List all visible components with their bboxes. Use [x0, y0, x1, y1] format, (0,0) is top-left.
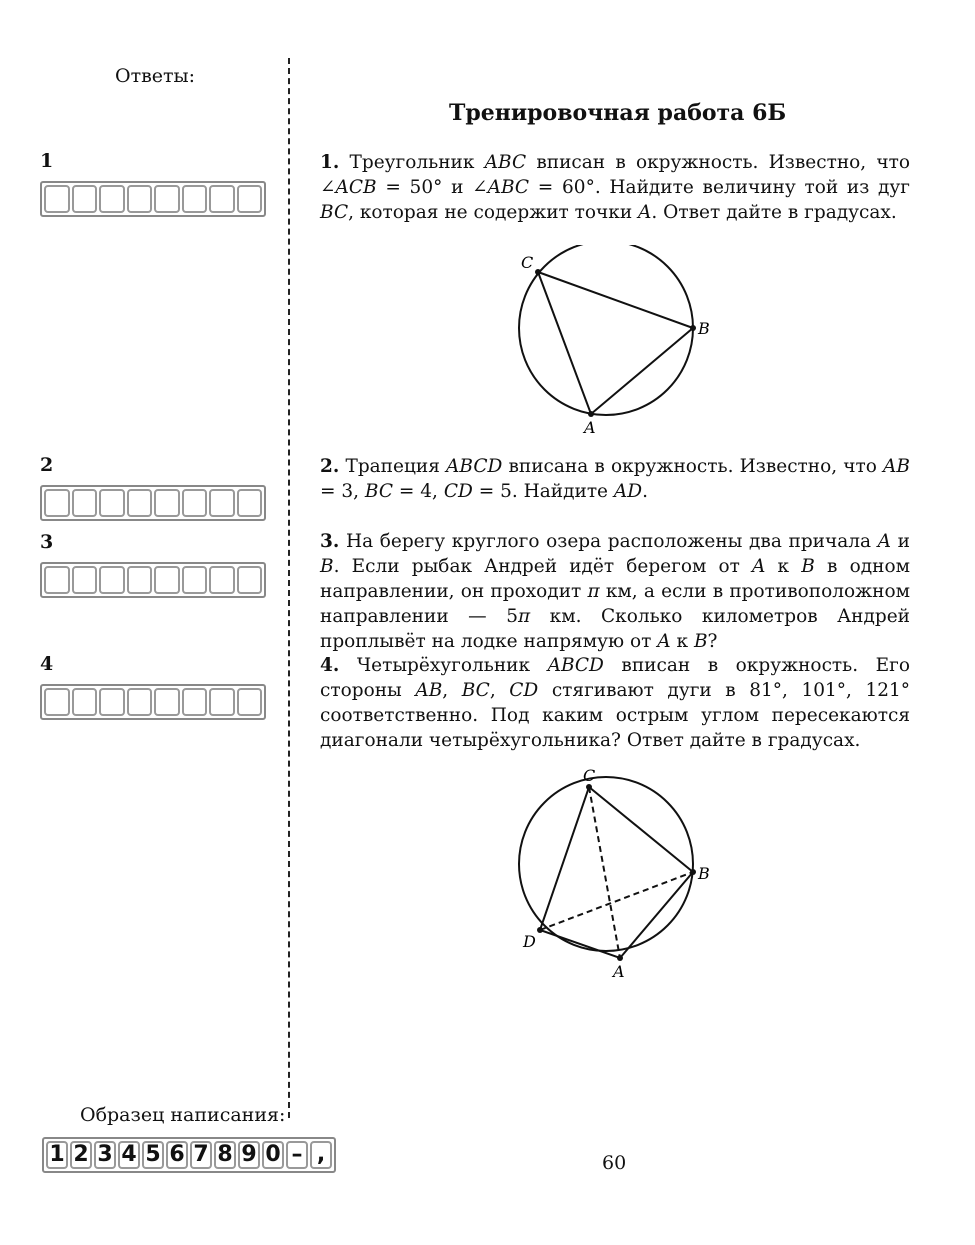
sample-char: 0: [262, 1141, 284, 1169]
task-text: , которая не содержит точки: [348, 202, 639, 223]
task-text: = 60°. Найдите величину той из дуг: [529, 177, 910, 198]
math-var: A: [657, 631, 671, 652]
task-text: км. Сколько километров Андрей проплывёт на лодке напрямую от: [320, 606, 911, 652]
task-text: вписан в окружность. Его стороны: [320, 655, 910, 701]
task-text: и: [891, 531, 910, 552]
task-text: вписана в окружность. Известно, что: [502, 456, 884, 477]
task-text: ,: [489, 680, 510, 701]
math-var: BC: [320, 202, 349, 223]
sample-char: 5: [142, 1141, 164, 1169]
task-2: [320, 454, 910, 504]
task-text: . Ответ дайте в градусах.: [651, 202, 897, 223]
work-title: Тренировочная работа 6Б: [449, 100, 787, 126]
sample-char: 6: [166, 1141, 188, 1169]
label-a: A: [584, 418, 596, 437]
answer-field-2[interactable]: [40, 485, 266, 521]
math-var: BC: [364, 481, 394, 502]
quadrilateral-abcd: [540, 787, 693, 958]
task-4: [320, 653, 910, 753]
answer-number-1: 1: [40, 150, 54, 172]
figure-2-quadrilateral-in-circle: [500, 765, 720, 985]
task-text: в одном направлении, он проходит: [320, 556, 910, 602]
point-a: [588, 411, 594, 417]
task-text: стягивают дуги в 81°, 101°, 121° соответственно. Под каким острым углом пересекаются диагонали четырёхугольника? Ответ дайте в градусах.: [320, 680, 911, 751]
task-text: . Если рыбак Андрей идёт берегом от: [333, 556, 753, 577]
column-divider: [288, 58, 290, 1118]
task-text: = 3,: [320, 481, 365, 502]
answer-field-1[interactable]: [40, 181, 266, 217]
math-var: ∠ABC: [472, 177, 530, 198]
circle: [519, 245, 693, 415]
point-c: [535, 269, 541, 275]
sample-char: ,: [310, 1141, 332, 1169]
diagonal-db: [540, 872, 693, 930]
math-var: B: [693, 631, 708, 652]
sample-char: 4: [118, 1141, 140, 1169]
point-d: [537, 927, 543, 933]
answer-number-3: 3: [40, 531, 54, 553]
page-number: 60: [602, 1152, 627, 1174]
task-text: = 5. Найдите: [472, 481, 614, 502]
task-text: Трапеция: [339, 456, 447, 477]
math-var: A: [638, 202, 652, 223]
task-text: ,: [442, 680, 462, 701]
answer-field-4[interactable]: [40, 684, 266, 720]
point-b: [690, 325, 696, 331]
sample-char: 8: [214, 1141, 236, 1169]
task-text: = 50° и: [376, 177, 473, 198]
sample-writing: [42, 1137, 336, 1173]
label-d: D: [523, 932, 536, 951]
diagonal-ca: [589, 787, 620, 958]
task-text: вписан в окружность. Известно, что: [526, 152, 911, 173]
sample-label: Образец написания:: [80, 1104, 286, 1126]
label-a: A: [613, 962, 625, 981]
math-var: ABCD: [446, 456, 503, 477]
math-var: A: [877, 531, 892, 552]
answer-number-4: 4: [40, 653, 54, 675]
task-number: 3.: [320, 531, 340, 552]
task-text: = 4,: [393, 481, 444, 502]
sample-char: 9: [238, 1141, 260, 1169]
task-number: 4.: [320, 655, 340, 676]
task-text: Треугольник: [339, 152, 485, 173]
math-var: B: [801, 556, 815, 577]
circle: [519, 777, 693, 951]
math-var: CD: [443, 481, 473, 502]
math-var: π: [517, 606, 531, 627]
point-b: [690, 869, 696, 875]
math-var: A: [752, 556, 766, 577]
math-var: AB: [415, 680, 443, 701]
task-text: На берегу круглого озера расположены два причала: [339, 531, 878, 552]
sample-char: 3: [94, 1141, 116, 1169]
task-text: км, а если в противоположном направлении — 5: [320, 581, 910, 627]
sample-char: –: [286, 1141, 308, 1169]
triangle-abc: [538, 272, 693, 414]
math-var: CD: [509, 680, 539, 701]
label-b: B: [698, 319, 710, 338]
math-var: BC: [461, 680, 490, 701]
label-c: C: [583, 766, 596, 785]
math-var: π: [587, 581, 600, 602]
task-text: к: [765, 556, 802, 577]
task-number: 1.: [320, 152, 340, 173]
math-var: B: [320, 556, 334, 577]
answer-number-2: 2: [40, 454, 54, 476]
task-text: Четырёхугольник: [339, 655, 548, 676]
sample-char: 7: [190, 1141, 212, 1169]
task-text: .: [642, 481, 648, 502]
math-var: AD: [613, 481, 643, 502]
task-text: к: [670, 631, 694, 652]
answer-field-3[interactable]: [40, 562, 266, 598]
label-c: C: [521, 253, 534, 272]
sample-char: 1: [46, 1141, 68, 1169]
math-var: ∠ACB: [320, 177, 377, 198]
task-number: 2.: [320, 456, 340, 477]
figure-1-triangle-in-circle: [500, 245, 720, 440]
task-1: [320, 150, 910, 225]
sample-char: 2: [70, 1141, 92, 1169]
point-a: [617, 955, 623, 961]
task-text: ?: [707, 631, 718, 652]
math-var: AB: [883, 456, 910, 477]
math-var: ABCD: [547, 655, 604, 676]
math-var: ABC: [484, 152, 527, 173]
answers-title: Ответы:: [115, 65, 196, 87]
label-b: B: [698, 864, 710, 883]
task-3: [320, 529, 910, 654]
